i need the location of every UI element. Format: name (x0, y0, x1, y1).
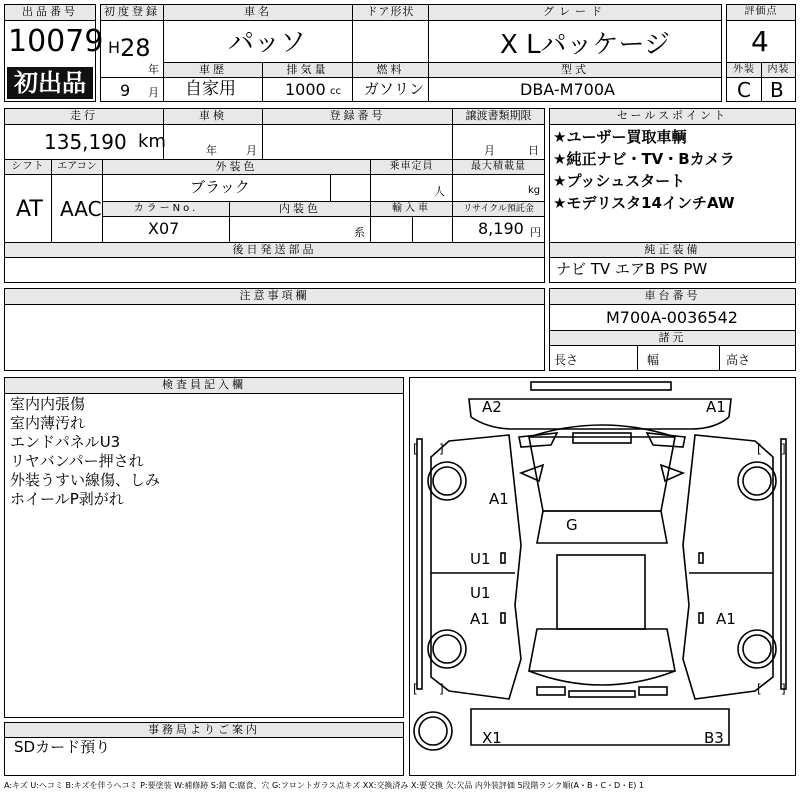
grade-label: グレード (429, 5, 721, 20)
inspector-line-6: ホイールP剥がれ (10, 490, 124, 508)
transfer-label: 譲渡書類期限 (453, 109, 544, 124)
score-label: 評価点 (727, 5, 795, 20)
int-color-label: 内装色 (230, 202, 370, 216)
recycle-label: リサイクル預託金 (453, 202, 544, 216)
length-label: 長さ (554, 353, 579, 367)
equipment: ナビ TV エアB PS PW (556, 260, 708, 278)
mark-left-rear-quarter: A1 (470, 610, 490, 628)
grade: X Lパッケージ (500, 30, 671, 60)
int-color-unit: 系 (354, 226, 365, 239)
ac: AAC (60, 197, 102, 221)
sales-point-2: ★純正ナビ・TV・Bカメラ (553, 150, 735, 168)
svg-text:]: ] (781, 682, 786, 696)
mark-rear-right: B3 (704, 729, 724, 747)
chassis-number: M700A-0036542 (606, 308, 738, 327)
exterior-grade: C (737, 78, 751, 102)
mark-front-right: A1 (706, 398, 726, 416)
capacity-label: 乗車定員 (371, 160, 452, 174)
color-no: X07 (148, 219, 180, 238)
office-label: 事務局よりご案内 (5, 723, 403, 737)
ext-color-label: 外装色 (103, 160, 370, 174)
chassis-label: 車台番号 (550, 289, 795, 304)
interior-grade: B (770, 78, 784, 102)
mileage-unit: km (138, 131, 166, 152)
notes-label: 注意事項欄 (5, 289, 544, 304)
recycle-unit: 円 (530, 226, 541, 239)
later-parts-label: 後日発送部品 (5, 243, 544, 257)
sales-point-4: ★モデリスタ14インチAW (553, 194, 735, 212)
svg-text:[: [ (757, 682, 762, 696)
mark-windshield: G (566, 516, 578, 534)
year-unit: 年 (148, 63, 159, 76)
history: 自家用 (185, 79, 236, 99)
car-name: パッソ (228, 28, 307, 58)
shift: AT (16, 197, 43, 222)
reg-month: 9 (120, 81, 131, 100)
mileage-label: 走行 (5, 109, 163, 124)
dims-label: 諸元 (550, 331, 795, 345)
svg-text:[: [ (757, 442, 762, 456)
lot-number: 10079 (8, 24, 104, 59)
width-label: 幅 (647, 353, 660, 367)
door-label: ドア形状 (353, 5, 428, 20)
car-name-label: 車名 (164, 5, 352, 20)
lot-number-label: 出品番号 (5, 5, 95, 20)
office-text: SDカード預り (14, 738, 111, 756)
inspector-label: 検査員記入欄 (5, 378, 403, 393)
sales-point-1: ★ユーザー買取車輌 (553, 128, 687, 146)
mark-left-fender: A1 (489, 490, 509, 508)
model: DBA-M700A (520, 80, 615, 99)
displacement-unit: cc (330, 86, 341, 97)
inspector-line-1: 室内内張傷 (10, 395, 86, 413)
fuel: ガソリン (364, 80, 425, 98)
svg-text:[: [ (413, 682, 418, 696)
svg-text:]: ] (439, 442, 444, 456)
fuel-label: 燃料 (353, 63, 428, 77)
loadcap-label: 最大積載量 (453, 160, 544, 174)
era: H (108, 38, 121, 57)
score: 4 (751, 25, 769, 58)
exterior-label: 外装 (727, 63, 761, 77)
inspection-label: 車検 (164, 109, 262, 124)
loadcap-unit: kg (528, 185, 541, 196)
ext-color: ブラック (190, 178, 250, 196)
history-label: 車歴 (164, 63, 262, 77)
sales-point-3: ★プッシュスタート (553, 172, 686, 190)
ac-label: エアコン (52, 160, 102, 174)
inspector-line-4: リヤバンパー押され (10, 452, 144, 470)
mark-rear-left: X1 (482, 729, 502, 747)
svg-text:[: [ (413, 442, 418, 456)
shift-label: シフト (5, 160, 51, 174)
mark-front-left: A2 (482, 398, 502, 416)
reg-no-label: 登録番号 (263, 109, 452, 124)
first-reg-label: 初度登録 (101, 5, 163, 20)
capacity-unit: 人 (434, 185, 445, 198)
inspector-line-3: エンドパネルU3 (10, 433, 121, 451)
mark-right-rear-quarter: A1 (716, 610, 736, 628)
color-no-label: カラーNo. (103, 202, 229, 216)
first-listing-badge: 初出品 (7, 67, 93, 99)
displacement-label: 排気量 (263, 63, 352, 77)
svg-text:]: ] (439, 682, 444, 696)
inspection-month-unit: 月 (246, 144, 257, 157)
equipment-label: 純正装備 (550, 243, 795, 257)
svg-text:]: ] (781, 442, 786, 456)
month-unit: 月 (148, 86, 159, 99)
transfer-day-unit: 日 (528, 144, 539, 157)
import-label: 輸入車 (371, 202, 452, 216)
height-label: 高さ (726, 353, 751, 367)
inspector-line-5: 外装うすい線傷、しみ (10, 471, 161, 489)
mileage: 135,190 (44, 130, 127, 154)
model-label: 型式 (429, 63, 721, 77)
recycle-fee: 8,190 (478, 219, 524, 238)
legend: A:キズ U:ヘコミ B:キズを伴うヘコミ P:要塗装 W:補修跡 S:錆 C:腐食、穴 G:フロントガラス点キズ XX:交換済み X:要交換 欠:欠品 内外装評価 5段階ランク順(A・B・C・D・E) 1 (4, 781, 645, 790)
displacement: 1000 (285, 80, 326, 99)
reg-year: 28 (120, 34, 151, 62)
interior-label: 内装 (762, 63, 795, 77)
inspector-line-2: 室内薄汚れ (10, 414, 86, 432)
inspection-year-unit: 年 (206, 144, 217, 157)
transfer-month-unit: 月 (484, 144, 495, 157)
sales-points-label: セールスポイント (550, 109, 795, 124)
mark-left-rear-door: U1 (470, 584, 491, 602)
car-diagram (409, 377, 796, 776)
mark-left-front-door: U1 (470, 550, 491, 568)
